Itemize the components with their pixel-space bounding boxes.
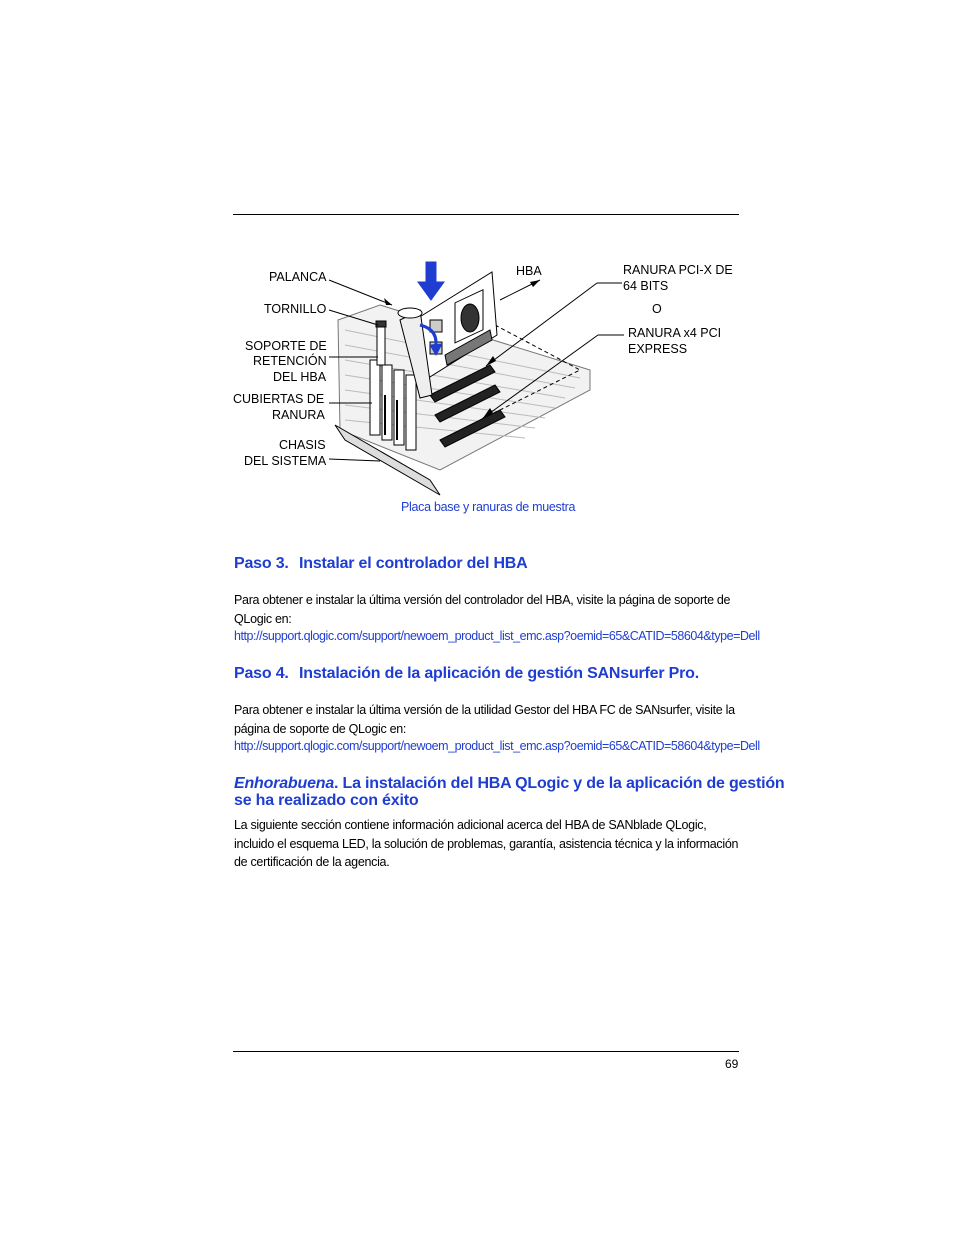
label-tornillo: TORNILLO [264,302,327,316]
congrats-lead: Enhorabuena [234,775,335,792]
label-soporte-3: DEL HBA [273,370,327,384]
motherboard-illustration [0,0,954,520]
insertion-arrow [418,262,444,300]
congrats-heading-line2: se ha realizado con éxito [234,792,419,809]
congrats-rest: . La instalación del HBA QLogic y de la aplicación de gestión [334,775,785,792]
step3-link[interactable]: http://support.qlogic.com/support/newoem_product_list_emc.asp?oemid=65&CATID=58604&type=Dell [234,629,760,643]
label-pcix-2: 64 BITS [623,279,669,293]
congrats-heading-line1 [234,775,784,793]
step4-number: Paso 4. [234,665,289,682]
label-o: O [652,302,662,316]
label-pcie-2: EXPRESS [628,342,688,356]
label-cubiertas-1: CUBIERTAS DE [233,392,325,406]
step3-text: Para obtener e instalar la última versión del controlador del HBA, visite la página de soporte de QLogic en: [234,593,731,626]
slot-cover-4 [406,375,416,450]
step4-title: Instalación de la aplicación de gestión SANsurfer Pro. [299,665,699,682]
step4-heading [234,665,699,683]
congrats-text: La siguiente sección contiene información adicional acerca del HBA de SANblade QLogic, incluido el esquema LED, la solución de problemas, garantía, asistencia técnica y la información de certificación de la agencia. [234,818,739,869]
label-chasis-2: DEL SISTEMA [244,454,327,468]
label-pcie-1: RANURA x4 PCI [628,326,722,340]
page-number: 69 [725,1057,739,1071]
label-soporte-2: RETENCIÓN [253,354,327,368]
label-cubiertas-2: RANURA [272,408,325,422]
slot-cover-1 [370,360,380,435]
label-palanca: PALANCA [269,270,327,284]
figure-caption: Placa base y ranuras de muestra [401,500,576,514]
step3-title: Instalar el controlador del HBA [299,555,528,572]
footer-rule [233,1051,739,1052]
slot-cover-3 [394,370,404,445]
label-chasis-1: CHASIS [279,438,326,452]
label-pcix-1: RANURA PCI-X DE [623,263,733,277]
step4-text: Para obtener e instalar la última versión de la utilidad Gestor del HBA FC de SANsurfer, visite la página de soporte de QLogic en: [234,703,735,736]
slot-cover-2 [382,365,392,440]
label-hba: HBA [516,264,542,278]
step3-number: Paso 3. [234,555,289,572]
step3-heading [234,555,528,573]
retention-bracket [377,325,385,365]
label-soporte-1: SOPORTE DE [245,339,327,353]
step4-link[interactable]: http://support.qlogic.com/support/newoem_product_list_emc.asp?oemid=65&CATID=58604&type=Dell [234,739,760,753]
